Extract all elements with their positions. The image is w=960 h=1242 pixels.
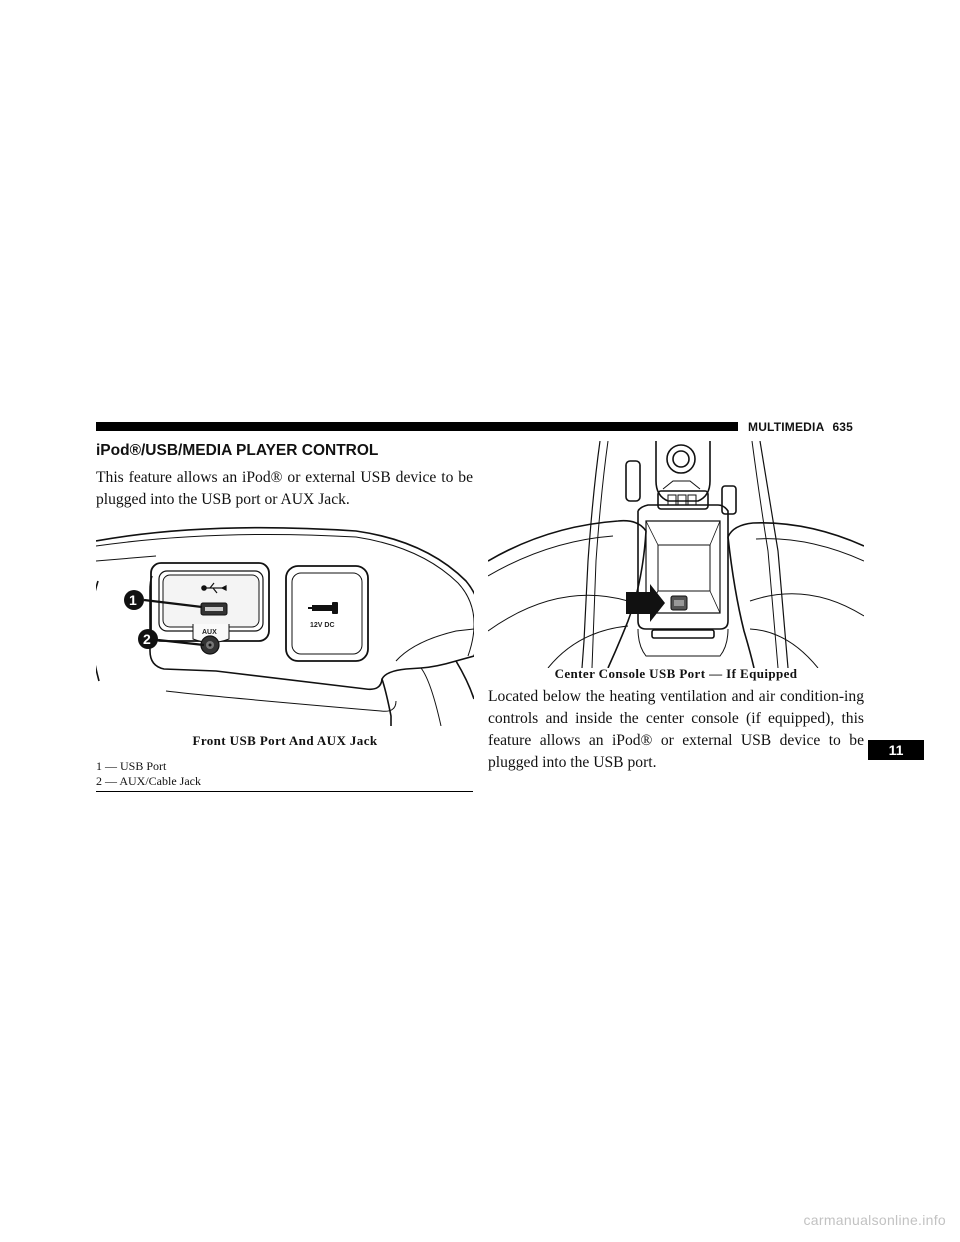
dc-label: 12V DC	[310, 622, 335, 629]
header-bar	[96, 422, 738, 431]
section-rule	[96, 791, 473, 792]
callout-2: 2	[143, 631, 151, 647]
front-usb-illustration	[96, 521, 474, 726]
section-title: iPod®/USB/MEDIA PLAYER CONTROL	[96, 442, 379, 459]
aux-label: AUX	[202, 629, 217, 636]
header-section: MULTIMEDIA	[748, 420, 825, 434]
center-console-illustration	[488, 441, 864, 668]
legend-text: AUX/Cable Jack	[119, 774, 201, 788]
console-paragraph: Located below the heating ventilation and air condition-ing controls and inside the center console (if equipped), this feature allows an iPod® or external USB device to be plugged into the USB port.	[488, 688, 864, 771]
callout-1: 1	[129, 592, 137, 608]
page-number: 635	[832, 420, 854, 434]
front-figure-caption: Front USB Port And AUX Jack	[192, 733, 378, 748]
legend-separator: —	[105, 774, 117, 788]
console-figure-caption: Center Console USB Port — If Equipped	[554, 666, 798, 681]
front-usb-figure	[96, 521, 474, 726]
legend-separator: —	[105, 759, 117, 773]
center-console-figure	[488, 441, 864, 668]
legend-text: USB Port	[120, 759, 167, 773]
running-header	[748, 420, 853, 434]
intro-paragraph: This feature allows an iPod® or external USB device to be plugged into the USB port or AUX Jack.	[96, 469, 473, 508]
figure-legend	[96, 759, 201, 789]
chapter-tab: 11	[868, 740, 924, 760]
legend-number: 1	[96, 759, 102, 773]
legend-number: 2	[96, 774, 102, 788]
watermark: carmanualsonline.info	[803, 1212, 946, 1228]
legend-item	[96, 774, 201, 789]
legend-item	[96, 759, 201, 774]
